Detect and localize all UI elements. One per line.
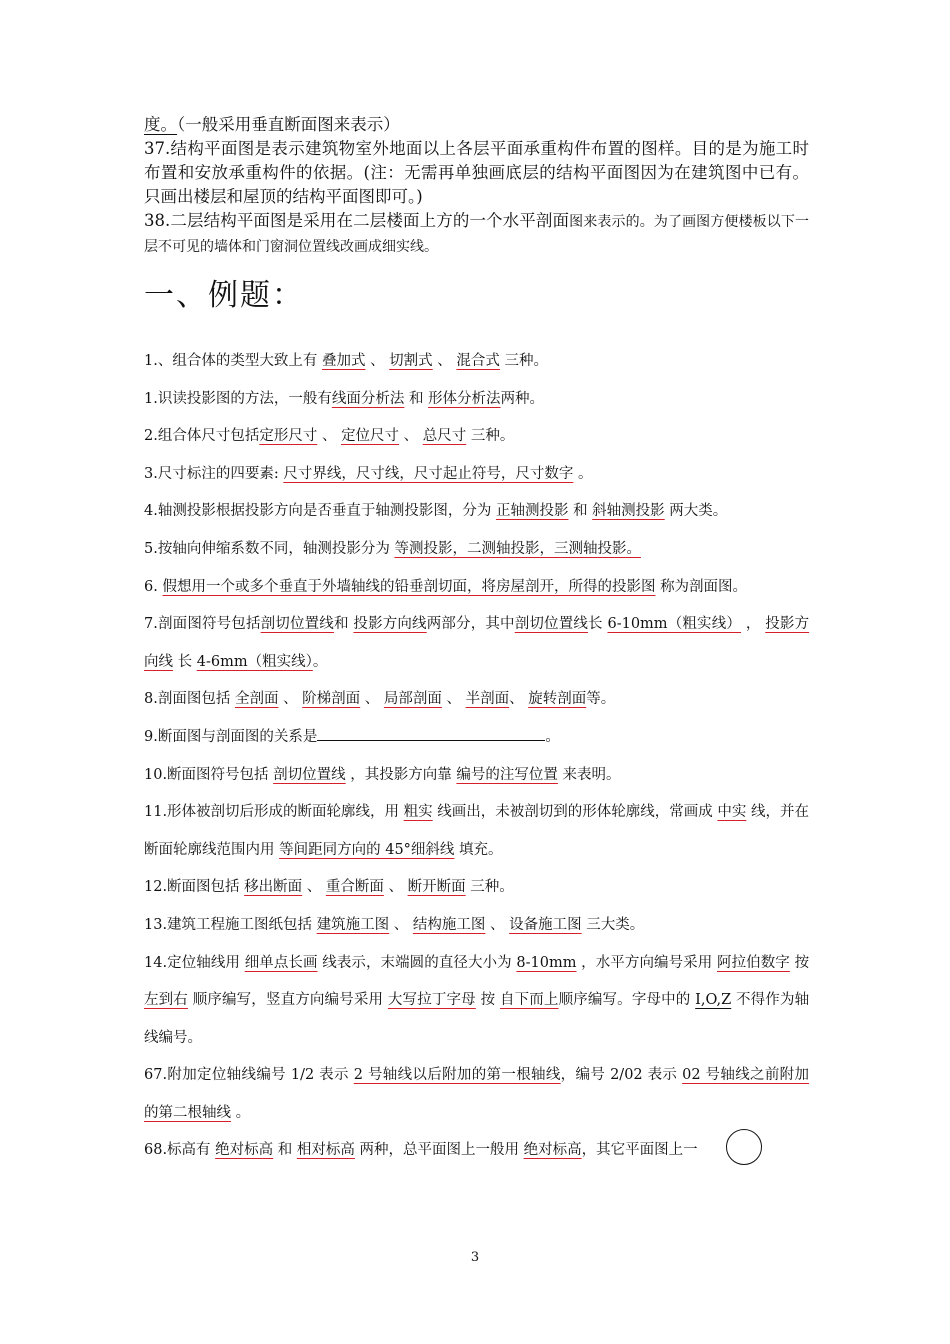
answer: 阶梯剖面 xyxy=(302,691,361,708)
q-text: 、 xyxy=(437,353,452,369)
answer: 混合式 xyxy=(456,353,500,369)
answer: 相对标高 xyxy=(296,1142,355,1159)
answer: 投影方向线 xyxy=(353,616,427,633)
blank-line xyxy=(317,724,545,741)
q-text: 7.剖面图符号包括 xyxy=(144,616,261,633)
answer: 定位尺寸 xyxy=(341,428,400,445)
paragraph-38 xyxy=(144,209,809,259)
answer: 投影方向线 xyxy=(144,616,810,670)
question-list xyxy=(144,343,809,1170)
q-text: 按 xyxy=(794,954,810,971)
intro-line-0 xyxy=(144,113,809,137)
q-text: 、 xyxy=(446,691,461,708)
q-text: 来表明。 xyxy=(562,766,621,783)
answer: 结构施工图 xyxy=(412,916,486,933)
q-text: 和 xyxy=(333,616,349,633)
q-text: 线，并在断面轮廓线范围内用 xyxy=(144,804,809,858)
section-heading: 一、例题： xyxy=(144,278,304,313)
q-text: 3.尺寸标注的四要素: xyxy=(144,465,279,482)
q-text: 14.定位轴线用 xyxy=(144,954,240,971)
q-text: 称为剖面图。 xyxy=(660,578,748,595)
q-text: 12.断面图包括 xyxy=(144,879,240,896)
q-text: 5.按轴向伸缩系数不同，轴测投影分为 xyxy=(144,540,390,557)
q-text: 、 xyxy=(321,428,337,445)
question-11 xyxy=(144,794,809,869)
question-6 xyxy=(144,569,809,607)
answer: 局部剖面 xyxy=(383,691,442,708)
q-text: 。 xyxy=(312,653,328,670)
answer: 尺寸界线，尺寸线，尺寸起止符号，尺寸数字 xyxy=(283,465,574,482)
answer: 剖切位置线 xyxy=(514,616,589,633)
answer: 4-6mm（粗实线） xyxy=(196,653,313,670)
q-text: 13.建筑工程施工图纸包括 xyxy=(144,916,313,933)
q-text: 三大类。 xyxy=(586,916,645,933)
answer: 叠加式 xyxy=(321,353,366,369)
answer: 斜轴测投影 xyxy=(592,503,665,520)
answer: 编号的注写位置 xyxy=(456,766,558,783)
q-text: ，编号 2/02 表示 xyxy=(560,1067,678,1084)
question-1b xyxy=(144,381,809,419)
question-12 xyxy=(144,869,809,907)
q-text: 。 xyxy=(235,1104,251,1121)
answer: 移出断面 xyxy=(244,879,303,896)
intro-fill-in: 度。 xyxy=(144,115,177,134)
paragraph-38-part-a: 38.二层结构平面图是采用在二层楼面上方的一个水平剖面 xyxy=(144,211,570,230)
q-text: 、 xyxy=(306,879,322,896)
answer: 绝对标高 xyxy=(523,1142,582,1159)
handwritten-circle-mark xyxy=(726,1129,762,1165)
answer: 总尺寸 xyxy=(422,428,467,445)
question-10 xyxy=(144,757,809,795)
q-text: 、 xyxy=(370,353,385,369)
answer: 自下而上 xyxy=(499,992,559,1009)
q-text: ，水平方向编号采用 xyxy=(581,954,713,971)
q-text: 和 xyxy=(573,503,588,520)
answer: 切割式 xyxy=(389,353,433,369)
answer: 线面分析法 xyxy=(331,390,405,407)
q-text: 三种。 xyxy=(470,428,515,445)
q-text: 和 xyxy=(408,390,424,407)
answer: 6-10mm（粗实线） xyxy=(607,616,742,633)
answer: 阿拉伯数字 xyxy=(717,954,790,971)
page-number: 3 xyxy=(470,1250,480,1265)
question-67 xyxy=(144,1057,809,1132)
q-text: 长 xyxy=(588,616,603,633)
answer: 全剖面 xyxy=(234,691,279,708)
question-7 xyxy=(144,606,809,681)
q-text: 两大类。 xyxy=(669,503,728,520)
paragraph-38-part-b: 图来表示的。为了画图方便楼板以下一层不可见的墙体和门窗洞位置线改画成细实线。 xyxy=(144,214,809,255)
answer: 设备施工图 xyxy=(509,916,582,933)
answer: 粗实 xyxy=(403,804,433,821)
answer: 形体分析法 xyxy=(428,390,501,407)
q-text: 。 xyxy=(545,728,560,745)
q-text: 、 xyxy=(490,916,505,933)
answer: I,O,Z xyxy=(695,992,732,1009)
q-text: 、 xyxy=(283,691,298,708)
q-text: 和 xyxy=(277,1142,293,1159)
answer: 建筑施工图 xyxy=(316,916,390,933)
q-text: ， xyxy=(745,616,761,633)
q-text: 8.剖面图包括 xyxy=(144,691,231,708)
q-text: 三种。 xyxy=(504,353,548,369)
answer: 定形尺寸 xyxy=(259,428,318,445)
q-text: 、 xyxy=(403,428,419,445)
q-text: 。 xyxy=(577,465,593,482)
q-text: 线表示，末端圆的直径大小为 xyxy=(322,954,512,971)
answer: 假想用一个或多个垂直于外墙轴线的铅垂剖切面，将房屋剖开，所得的投影图 xyxy=(162,578,656,595)
question-14 xyxy=(144,945,809,1058)
answer: 中实 xyxy=(717,804,747,821)
q-text: ，其投影方向靠 xyxy=(350,766,452,783)
question-9 xyxy=(144,719,809,757)
answer: 大写拉丁字母 xyxy=(387,992,476,1009)
question-5 xyxy=(144,531,809,569)
answer: 细单点长画 xyxy=(244,954,318,971)
q-text: 、 xyxy=(364,691,380,708)
answer: 断开断面 xyxy=(407,879,466,896)
answer: 剖切位置线 xyxy=(273,766,346,783)
q-text: 不得作为轴线编号。 xyxy=(144,992,810,1046)
answer: 重合断面 xyxy=(325,879,384,896)
q-text: 10.断面图符号包括 xyxy=(144,766,269,783)
q-text: 、 xyxy=(393,916,409,933)
q-text: 长 xyxy=(177,653,193,670)
q-text: 67.附加定位轴线编号 1/2 表示 xyxy=(144,1067,349,1084)
q-text: 9.断面图与剖面图的关系是 xyxy=(144,728,318,745)
q-text: 线画出，未被剖切到的形体轮廓线，常画成 xyxy=(437,804,713,821)
question-1a xyxy=(144,343,809,381)
answer: 2 号轴线以后附加的第一根轴线 xyxy=(353,1067,561,1084)
q-text: 2.组合体尺寸包括 xyxy=(144,428,260,445)
answer: 等测投影，二测轴投影，三测轴投影。 xyxy=(394,540,641,557)
q-text: 6. xyxy=(144,578,158,595)
answer: 半剖面 xyxy=(465,691,510,708)
answer: 绝对标高 xyxy=(215,1142,274,1159)
q-text: 68.标高有 xyxy=(144,1142,211,1159)
answer: 左到右 xyxy=(144,992,188,1009)
question-2 xyxy=(144,418,809,456)
q-text: 三种。 xyxy=(470,879,514,896)
q-text: 顺序编写。字母中的 xyxy=(558,992,691,1009)
q-text: 11.形体被剖切后形成的断面轮廓线，用 xyxy=(144,804,400,821)
answer: 正轴测投影 xyxy=(495,503,569,520)
question-68 xyxy=(144,1132,809,1170)
paragraph-37: 37.结构平面图是表示建筑物室外地面以上各层平面承重构件布置的图样。目的是为施工时布置和安放承重构件的依据。(注：无需再单独画底层的结构平面图因为在建筑图中已有。只画出楼层和屋顶的结构平面图即可。) xyxy=(144,139,809,206)
answer: 等间距同方向的 45°细斜线 xyxy=(279,841,455,858)
question-8 xyxy=(144,681,809,719)
q-text: 、 xyxy=(509,691,524,708)
q-text: ，其它平面图上一 xyxy=(581,1142,698,1159)
q-text: 填充。 xyxy=(459,841,503,858)
q-text: 顺序编写，竖直方向编号采用 xyxy=(192,992,384,1009)
answer: 02 号轴线之前附加的第二根轴线 xyxy=(144,1067,810,1121)
answer: 8-10mm xyxy=(516,954,577,971)
intro-paragraphs xyxy=(144,113,809,259)
q-text: 4.轴测投影根据投影方向是否垂直于轴测投影图，分为 xyxy=(144,503,492,520)
q-text: 1.识读投影图的方法，一般有 xyxy=(144,390,332,407)
intro-note: （一般采用垂直断面图来表示） xyxy=(177,115,400,134)
question-3 xyxy=(144,456,809,494)
q-text: 两种。 xyxy=(500,390,545,407)
answer: 剖切位置线 xyxy=(260,616,334,633)
q-text: 两部分，其中 xyxy=(426,616,515,633)
question-4 xyxy=(144,493,809,531)
answer: 旋转剖面 xyxy=(528,691,587,708)
question-13 xyxy=(144,907,809,945)
q-text: 1.、组合体的类型大致上有 xyxy=(144,353,318,369)
q-text: 按 xyxy=(480,992,496,1009)
q-text: 、 xyxy=(388,879,403,896)
q-text: 等。 xyxy=(586,691,616,708)
q-text: 两种，总平面图上一般用 xyxy=(359,1142,519,1159)
